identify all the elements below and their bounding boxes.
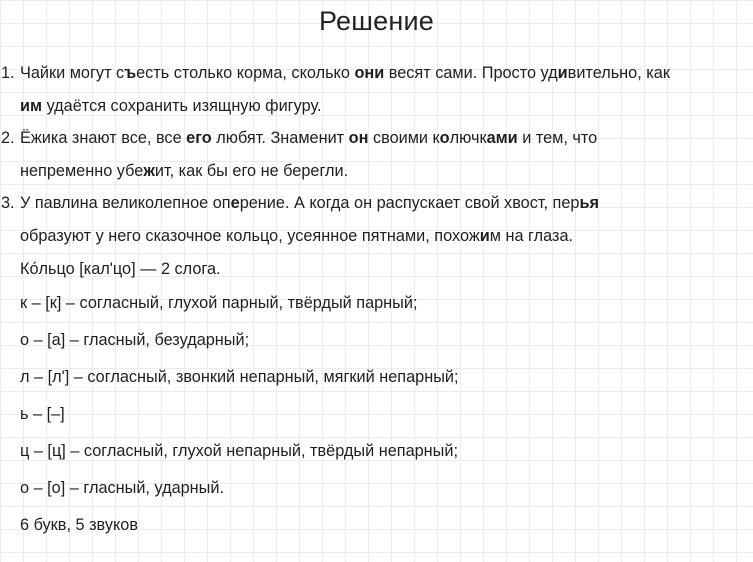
phonetic-line: о – [а] – гласный, безударный;	[20, 331, 250, 350]
phonetic-line: ь – [–]	[20, 405, 65, 424]
list-item-text: Ёжика знают все, все его любят. Знаменит он своими колючками и тем, что	[20, 129, 598, 148]
list-item-number: 2.	[1, 129, 15, 148]
list-item-2-line-1	[0, 122, 753, 155]
word-transcription: Ко́льцо [кал'цо] — 2 слога.	[20, 259, 221, 278]
list-item-number: 3.	[1, 194, 15, 213]
list-item-text: У павлина великолепное оперение. А когда он распускает свой хвост, перья	[20, 194, 600, 213]
list-item-3-line-1	[0, 187, 753, 220]
list-item-2-line-2: непременно убежит, как бы его не берегли.	[20, 161, 349, 180]
list-item-1-line-1	[0, 57, 753, 90]
phonetic-line: ц – [ц] – согласный, глухой непарный, твёрдый непарный;	[20, 442, 458, 461]
list-item-3-line-2: образуют у него сказочное кольцо, усеянное пятнами, похожим на глаза.	[20, 226, 574, 245]
phonetic-analysis	[0, 285, 753, 507]
solution-content	[0, 57, 753, 544]
list-item-1-line-2: им удаётся сохранить изящную фигуру.	[20, 96, 322, 115]
numbered-list	[0, 57, 753, 253]
phonetic-line: л – [л'] – согласный, звонкий непарный, мягкий непарный;	[20, 368, 459, 387]
letters-sounds-summary: 6 букв, 5 звуков	[20, 516, 138, 535]
list-item-number: 1.	[1, 64, 15, 82]
page-title: Решение	[319, 6, 434, 36]
phonetic-line: о – [о] – гласный, ударный.	[20, 479, 224, 498]
list-item-text: Чайки могут съесть столько корма, сколько они весят сами. Просто удивительно, как	[20, 64, 670, 82]
phonetic-line: к – [к] – согласный, глухой парный, твёрдый парный;	[20, 294, 418, 313]
